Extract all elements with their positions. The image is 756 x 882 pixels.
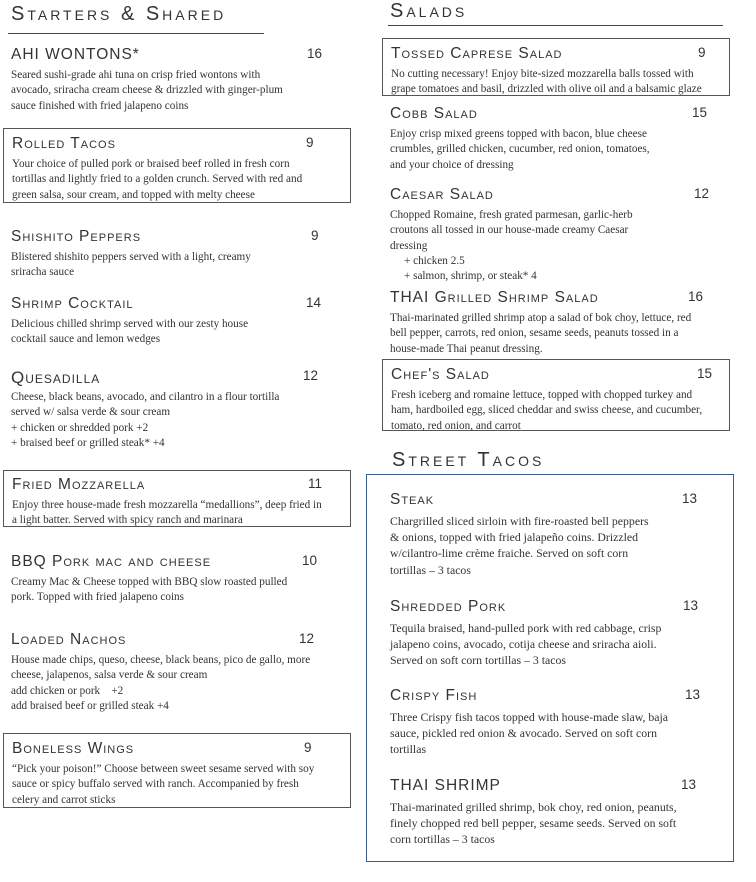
desc-line: green salsa, sour cream, and topped with melty cheese xyxy=(12,188,255,201)
menu-item-cobb-salad xyxy=(390,105,725,173)
item-price: 14 xyxy=(306,295,322,310)
menu-item-shredded-pork-tacos xyxy=(390,598,725,669)
item-name: Chef's Salad xyxy=(391,366,490,383)
item-price: 9 xyxy=(311,228,319,243)
desc-line: No cutting necessary! Enjoy bite-sized mozzarella balls tossed with xyxy=(391,68,694,80)
desc-line: Delicious chilled shrimp served with our zesty house xyxy=(11,318,249,330)
item-price: 13 xyxy=(685,687,701,702)
desc-line: tortillas and lightly fried to a golden crunch. Served with red and xyxy=(12,173,303,186)
menu-item-quesadilla xyxy=(11,368,356,451)
item-name: Caesar Salad xyxy=(390,186,494,203)
desc-line: Enjoy crisp mixed greens topped with bacon, blue cheese xyxy=(390,128,647,140)
desc-line: tomato, red onion, and carrot xyxy=(391,419,521,432)
menu-item-caesar-salad xyxy=(390,186,725,284)
item-name: Boneless Wings xyxy=(12,740,135,757)
item-name: Rolled Tacos xyxy=(12,135,116,152)
menu-item-thai-shrimp-salad xyxy=(390,289,725,357)
item-price: 15 xyxy=(692,105,708,120)
desc-line: bell pepper, carrots, red onion, sesame seeds, peanuts tossed in a xyxy=(390,327,679,340)
item-price: 13 xyxy=(682,491,698,506)
menu-item-steak-tacos xyxy=(390,491,725,578)
item-price: 10 xyxy=(302,553,318,568)
starters-title-rule xyxy=(8,33,264,34)
desc-line: tortillas xyxy=(390,742,427,757)
desc-line: avocado, sriracha cream cheese & drizzled with ginger-plum xyxy=(11,84,283,97)
desc-line: house-made Thai peanut dressing. xyxy=(390,342,543,355)
item-name: BBQ Pork mac and cheese xyxy=(11,553,212,570)
desc-line: dressing xyxy=(390,239,428,252)
item-name: THAI SHRIMP xyxy=(390,777,501,794)
desc-line: Thai-marinated grilled shrimp atop a salad of bok choy, lettuce, red xyxy=(390,312,692,324)
menu-item-chefs-salad xyxy=(382,359,730,431)
desc-line: Cheese, black beans, avocado, and cilantro in a flour tortilla xyxy=(11,391,280,403)
desc-line: sauce or spicy buffalo served with ranch. Accompanied by fresh xyxy=(12,778,299,791)
desc-line: sauce finished with fried jalapeno coins xyxy=(11,99,189,112)
item-name: Shredded Pork xyxy=(390,598,507,615)
desc-line: Chargrilled sliced sirloin with fire-roasted bell peppers xyxy=(390,514,649,528)
desc-line: served w/ salsa verde & sour cream xyxy=(11,406,171,419)
desc-line: add braised beef or grilled steak +4 xyxy=(11,699,169,712)
menu-item-ahi-wontons xyxy=(11,46,351,114)
desc-line: Your choice of pulled pork or braised beef rolled in fresh corn xyxy=(12,158,290,170)
desc-line: cheese, jalapenos, salsa verde & sour cream xyxy=(11,669,208,682)
desc-line: Three Crispy fish tacos topped with house-made slaw, baja xyxy=(390,710,669,724)
desc-line: Seared sushi-grade ahi tuna on crisp fried wontons with xyxy=(11,69,261,81)
desc-line: Chopped Romaine, fresh grated parmesan, garlic-herb xyxy=(390,209,633,221)
desc-line: jalapeno coins, avocado, cotija cheese and sriracha aioli. xyxy=(390,637,657,652)
desc-line: Blistered shishito peppers served with a light, creamy xyxy=(11,251,251,263)
desc-line: + salmon, shrimp, or steak* 4 xyxy=(404,270,537,283)
item-price: 16 xyxy=(688,289,704,304)
menu-item-crispy-fish-tacos xyxy=(390,687,725,758)
tacos-section-title: Street Tacos xyxy=(392,449,545,471)
salads-title-rule xyxy=(388,25,723,26)
desc-line: House made chips, queso, cheese, black beans, pico de gallo, more xyxy=(11,654,311,666)
desc-line: and your choice of dressing xyxy=(390,158,514,171)
item-price: 9 xyxy=(306,135,314,150)
item-name: Quesadilla xyxy=(11,368,101,387)
item-price: 11 xyxy=(308,476,323,491)
item-price: 9 xyxy=(304,740,312,755)
desc-line: Creamy Mac & Cheese topped with BBQ slow roasted pulled xyxy=(11,576,288,588)
menu-item-fried-mozzarella xyxy=(3,470,351,527)
desc-line: pork. Topped with fried jalapeno coins xyxy=(11,591,184,604)
desc-line: “Pick your poison!” Choose between sweet sesame served with soy xyxy=(12,763,315,775)
item-price: 12 xyxy=(694,186,710,201)
menu-item-tossed-caprese xyxy=(382,38,730,96)
item-name: Tossed Caprese Salad xyxy=(391,45,563,62)
desc-line: sriracha sauce xyxy=(11,266,75,279)
menu-item-shishito-peppers xyxy=(11,228,351,281)
desc-line: ham, hardboiled egg, sliced cheddar and swiss cheese, and cucumber, xyxy=(391,404,703,417)
item-name: Steak xyxy=(390,491,435,508)
desc-line: + chicken or shredded pork +2 xyxy=(11,421,149,434)
item-price: 12 xyxy=(299,631,315,646)
menu-item-rolled-tacos xyxy=(3,128,351,203)
desc-line: w/cilantro-lime crème fraiche. Served on soft corn xyxy=(390,546,629,561)
item-price: 13 xyxy=(681,777,697,792)
item-name: Crispy Fish xyxy=(390,687,478,704)
desc-line: add chicken or pork +2 xyxy=(11,684,124,697)
desc-line: Tequila braised, hand-pulled pork with red cabbage, crisp xyxy=(390,621,662,635)
menu-item-boneless-wings xyxy=(3,733,351,808)
desc-line: sauce, pickled red onion & avocado. Served on soft corn xyxy=(390,726,657,741)
desc-line: celery and carrot sticks xyxy=(12,793,116,806)
desc-line: cocktail sauce and lemon wedges xyxy=(11,333,161,346)
item-name: Shishito Peppers xyxy=(11,228,142,245)
salads-section-title: Salads xyxy=(390,0,468,22)
desc-line: Thai-marinated grilled shrimp, bok choy, red onion, peanuts, xyxy=(390,800,677,814)
item-name: Fried Mozzarella xyxy=(12,476,146,493)
desc-line: tortillas – 3 tacos xyxy=(390,562,471,577)
item-name: THAI Grilled Shrimp Salad xyxy=(390,289,599,306)
desc-line: & onions, topped with fried jalapeño coins. Drizzled xyxy=(390,530,638,545)
desc-line: Served on soft corn tortillas – 3 tacos xyxy=(390,653,566,668)
starters-section-title: Starters & Shared xyxy=(11,3,227,25)
item-name: Shrimp Cocktail xyxy=(11,295,134,312)
menu-item-bbq-pork-mac xyxy=(11,553,351,606)
item-price: 13 xyxy=(683,598,699,613)
item-price: 15 xyxy=(697,366,713,381)
item-name: Loaded Nachos xyxy=(11,631,127,648)
desc-line: crumbles, grilled chicken, cucumber, red onion, tomatoes, xyxy=(390,143,650,156)
desc-line: croutons all tossed in our house-made creamy Caesar xyxy=(390,224,629,237)
desc-line: Enjoy three house-made fresh mozzarella “medallions”, deep fried in xyxy=(12,499,322,511)
item-price: 9 xyxy=(698,45,706,60)
desc-line: Fresh iceberg and romaine lettuce, topped with chopped turkey and xyxy=(391,389,693,401)
desc-line: a light batter. Served with spicy ranch and marinara xyxy=(12,514,243,527)
item-price: 12 xyxy=(303,368,319,383)
menu-item-thai-shrimp-tacos xyxy=(390,777,725,848)
desc-line: + chicken 2.5 xyxy=(404,254,465,267)
menu-item-shrimp-cocktail xyxy=(11,295,351,348)
item-name: AHI WONTONS* xyxy=(11,46,140,63)
desc-line: finely chopped red bell pepper, sesame seeds. Served on soft xyxy=(390,816,677,831)
desc-line: + braised beef or grilled steak* +4 xyxy=(11,436,165,449)
menu-item-loaded-nachos xyxy=(11,631,356,714)
desc-line: grape tomatoes and basil, drizzled with olive oil and a balsamic glaze xyxy=(391,83,702,96)
item-name: Cobb Salad xyxy=(390,105,478,122)
item-price: 16 xyxy=(307,46,323,61)
desc-line: corn tortillas – 3 tacos xyxy=(390,832,495,847)
